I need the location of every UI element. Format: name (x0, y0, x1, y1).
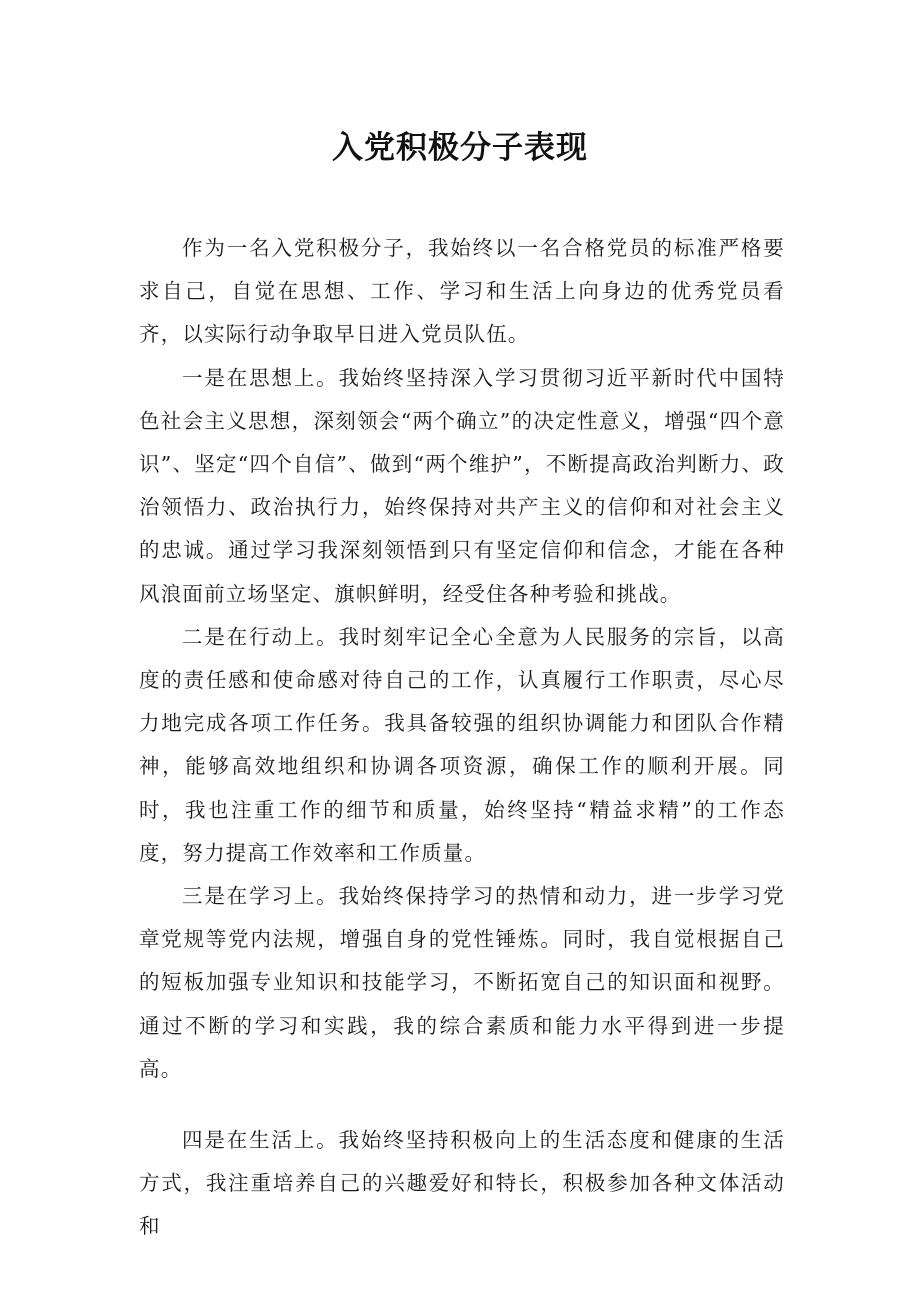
document-title: 入党积极分子表现 (332, 130, 588, 166)
paragraph-study: 三是在学习上。我始终保持学习的热情和动力，进一步学习党章党规等党内法规，增强自身的党性锤炼。同时，我自觉根据自己的短板加强专业知识和技能学习，不断拓宽自己的知识面和视野。通过不断的学习和实践，我的综合素质和能力水平得到进一步提高。 (139, 884, 785, 1081)
paragraph-life: 四是在生活上。我始终坚持积极向上的生活态度和健康的生活方式，我注重培养自己的兴趣爱好和特长，积极参加各种文体活动和 (139, 1128, 785, 1239)
paragraph-action: 二是在行动上。我时刻牢记全心全意为人民服务的宗旨，以高度的责任感和使命感对待自己的工作，认真履行工作职责，尽心尽力地完成各项工作任务。我具备较强的组织协调能力和团队合作精神，能够高效地组织和协调各项资源，确保工作的顺利开展。同时，我也注重工作的细节和质量，始终坚持“精益求精”的工作态度，努力提高工作效率和工作质量。 (139, 624, 785, 865)
document-body (139, 227, 785, 1249)
paragraph-intro: 作为一名入党积极分子，我始终以一名合格党员的标准严格要求自己，自觉在思想、工作、学习和生活上向身边的优秀党员看齐，以实际行动争取早日进入党员队伍。 (139, 236, 785, 347)
paragraph-thought: 一是在思想上。我始终坚持深入学习贯彻习近平新时代中国特色社会主义思想，深刻领会“两个确立”的决定性意义，增强“四个意识”、坚定“四个自信”、做到“两个维护”，不断提高政治判断力、政治领悟力、政治执行力，始终保持对共产主义的信仰和对社会主义的忠诚。通过学习我深刻领悟到只有坚定信仰和信念，才能在各种风浪面前立场坚定、旗帜鲜明，经受住各种考验和挑战。 (139, 365, 785, 606)
